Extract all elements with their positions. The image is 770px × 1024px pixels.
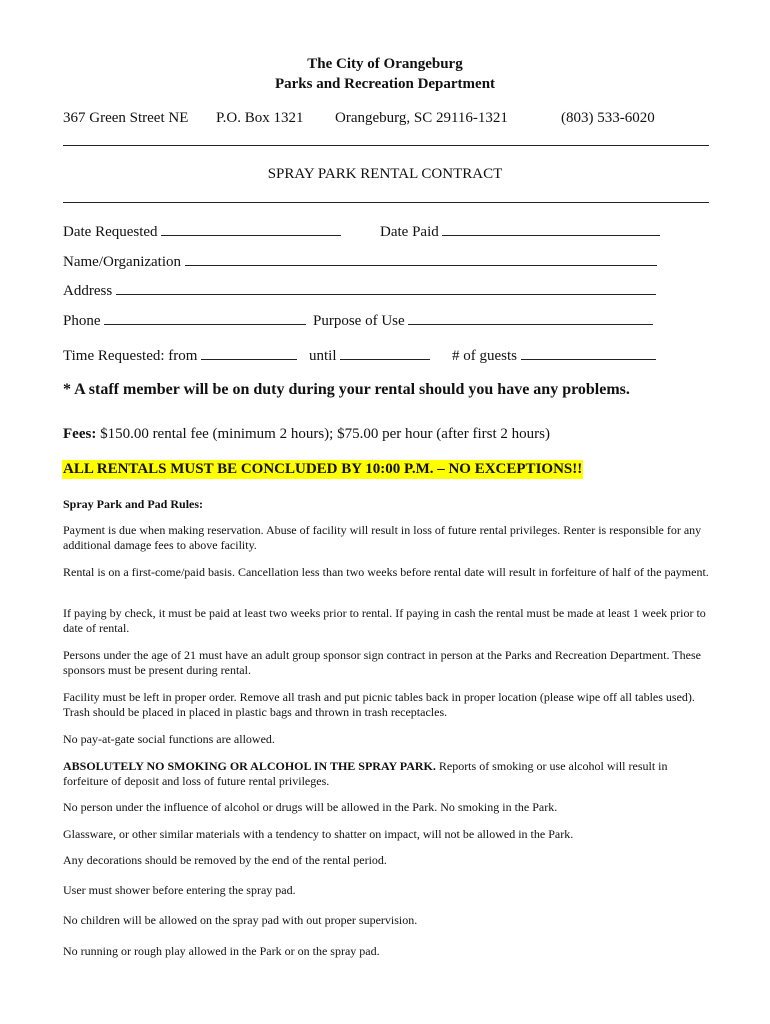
rule-decorations: Any decorations should be removed by the end of the rental period. xyxy=(63,853,387,867)
date-paid-label: Date Paid xyxy=(380,224,439,240)
rule-supervision: No children will be allowed on the spray pad with out proper supervision. xyxy=(63,913,418,927)
phone-number: (803) 533-6020 xyxy=(561,110,655,126)
purpose-label: Purpose of Use xyxy=(313,313,405,329)
fees-label: Fees: xyxy=(63,426,97,442)
phone-label: Phone xyxy=(63,313,101,329)
rule-no-influence: No person under the influence of alcohol or drugs will be allowed in the Park. No smoking in the Park. xyxy=(63,800,558,814)
date-requested-line[interactable] xyxy=(161,222,341,236)
header-divider xyxy=(63,145,709,146)
contract-title: SPRAY PARK RENTAL CONTRACT xyxy=(267,166,503,182)
rule-no-smoking-bold: ABSOLUTELY NO SMOKING OR ALCOHOL IN THE SPRAY PARK. xyxy=(63,759,436,773)
rule-age-sponsor: Persons under the age of 21 must have an adult group sponsor sign contract in person at the Parks and Recreation Department. These sponsors must be present during rental. xyxy=(63,648,701,677)
city-state-zip: Orangeburg, SC 29116-1321 xyxy=(335,110,508,126)
name-organization-label: Name/Organization xyxy=(63,254,182,270)
rule-facility-order: Facility must be left in proper order. Remove all trash and put picnic tables back in proper location (please wipe off all tables used). Trash should be placed in placed in plastic bags and thrown in trash receptacles. xyxy=(63,690,695,719)
until-label: until xyxy=(309,348,337,364)
rule-payment-timing: If paying by check, it must be paid at least two weeks prior to rental. If paying in cash the rental must be made at least 1 week prior to date of rental. xyxy=(63,606,706,635)
deadline-text: ALL RENTALS MUST BE CONCLUDED BY 10:00 P.M. – NO EXCEPTIONS!! xyxy=(63,461,583,477)
rules-heading: Spray Park and Pad Rules: xyxy=(63,497,204,511)
purpose-line[interactable] xyxy=(408,311,653,325)
time-until-line[interactable] xyxy=(340,346,430,360)
address-line[interactable] xyxy=(116,281,656,295)
guests-line[interactable] xyxy=(521,346,656,360)
street-address: 367 Green Street NE xyxy=(63,110,189,126)
city-name: The City of Orangeburg xyxy=(307,56,463,72)
rule-rental-basis: Rental is on a first-come/paid basis. Cancellation less than two weeks before rental date will result in forfeiture of half of the payment. xyxy=(63,565,709,579)
time-from-field[interactable] xyxy=(63,346,297,365)
rule-no-smoking-alcohol xyxy=(63,759,713,789)
staff-note: * A staff member will be on duty during your rental should you have any problems. xyxy=(63,381,630,398)
deadline-notice xyxy=(62,460,583,478)
rule-shower: User must shower before entering the spray pad. xyxy=(63,883,296,897)
address-label: Address xyxy=(63,283,113,299)
address-field[interactable] xyxy=(63,281,656,300)
purpose-field[interactable] xyxy=(313,311,653,330)
fees-line xyxy=(63,426,550,443)
rule-payment: Payment is due when making reservation. Abuse of facility will result in loss of future rental privileges. Renter is responsible for any additional damage fees to above facility. xyxy=(63,523,702,552)
guests-field[interactable] xyxy=(452,346,656,365)
fees-text: $150.00 rental fee (minimum 2 hours); $75.00 per hour (after first 2 hours) xyxy=(100,426,550,442)
rule-glassware: Glassware, or other similar materials with a tendency to shatter on impact, will not be allowed in the Park. xyxy=(63,827,574,841)
name-organization-field[interactable] xyxy=(63,252,657,271)
phone-line[interactable] xyxy=(104,311,306,325)
date-paid-field[interactable] xyxy=(380,222,660,241)
rule-no-pay-at-gate: No pay-at-gate social functions are allowed. xyxy=(63,732,275,746)
rule-no-smoking-text: Reports of smoking or use alcohol will result in forfeiture of deposit and loss of future rental privileges. xyxy=(63,759,668,788)
date-paid-line[interactable] xyxy=(442,222,660,236)
phone-field[interactable] xyxy=(63,311,306,330)
department-name: Parks and Recreation Department xyxy=(274,76,496,92)
time-requested-label: Time Requested: from xyxy=(63,348,198,364)
date-requested-label: Date Requested xyxy=(63,224,158,240)
name-organization-line[interactable] xyxy=(185,252,657,266)
time-until-field[interactable] xyxy=(309,346,430,365)
date-requested-field[interactable] xyxy=(63,222,341,241)
guests-label: # of guests xyxy=(452,348,517,364)
po-box: P.O. Box 1321 xyxy=(216,110,304,126)
rule-no-running: No running or rough play allowed in the Park or on the spray pad. xyxy=(63,944,380,958)
title-divider xyxy=(63,202,709,203)
time-from-line[interactable] xyxy=(201,346,297,360)
